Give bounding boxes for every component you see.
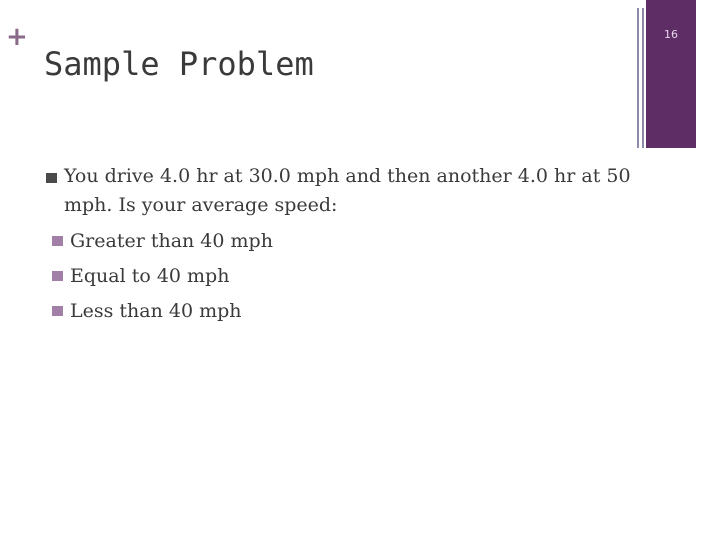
option-item [52,294,646,329]
corner-accent-box [646,0,696,148]
decor-line [642,8,644,148]
answer-options [46,224,646,329]
plus-icon: + [6,22,28,52]
option-item [52,259,646,294]
option-text: Greater than 40 mph [70,230,273,252]
square-bullet-icon [46,173,57,183]
option-text: Less than 40 mph [70,300,242,322]
corner-decoration-lines [637,8,645,148]
square-bullet-icon [52,236,63,246]
question-bullet [46,162,646,220]
decor-line [637,8,639,148]
slide-content [46,162,646,329]
slide-title: Sample Problem [44,45,314,83]
page-number: 16 [664,28,678,41]
option-text: Equal to 40 mph [70,265,230,287]
question-text: You drive 4.0 hr at 30.0 mph and then another 4.0 hr at 50 mph. Is your average speed: [64,165,631,216]
square-bullet-icon [52,271,63,281]
square-bullet-icon [52,306,63,316]
option-item [52,224,646,259]
